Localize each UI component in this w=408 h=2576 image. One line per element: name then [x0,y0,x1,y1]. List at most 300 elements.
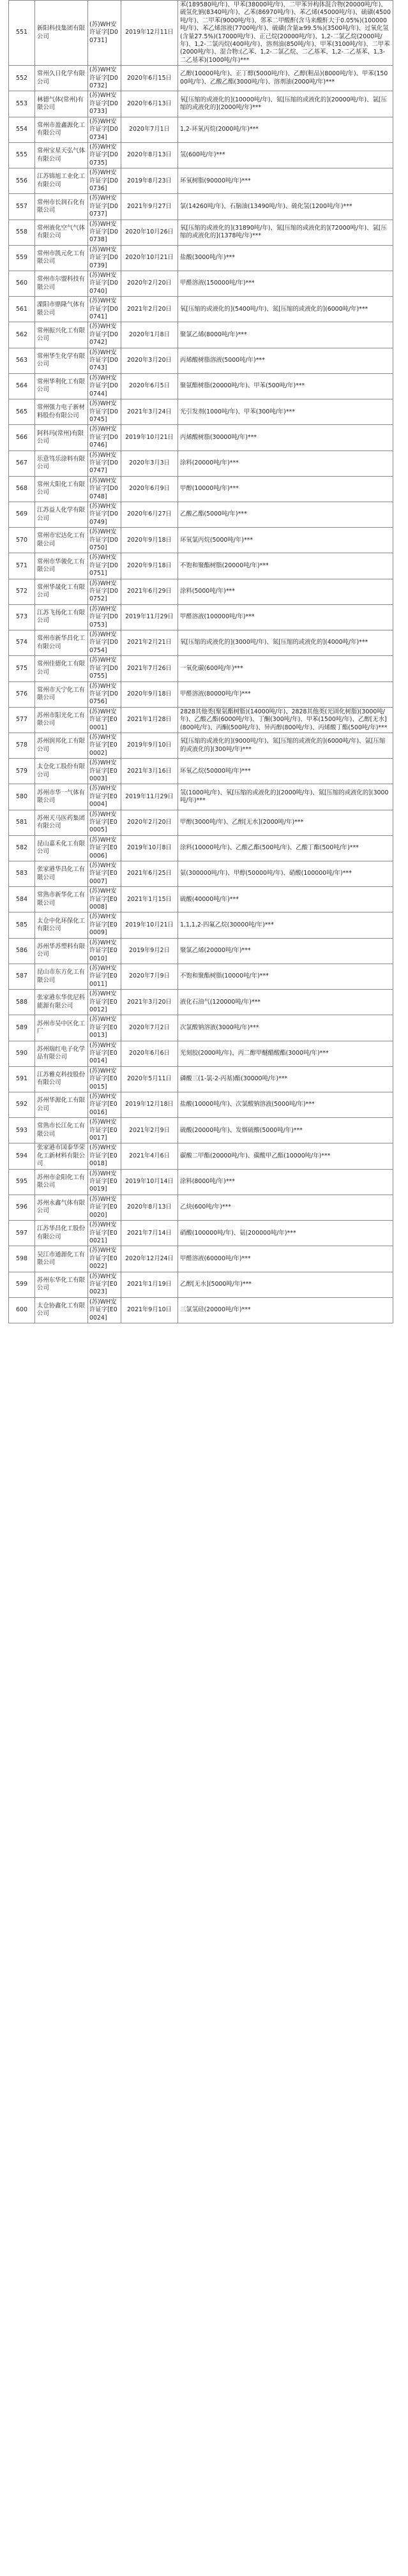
license-number: (苏)WH安许证字[D00750] [89,528,118,551]
company-name-cell [35,1143,88,1169]
issue-date-cell [121,938,178,964]
company-name: 新阳科技集团有限公司 [37,25,86,40]
company-name-cell [35,912,88,938]
permit-scope-cell [178,373,393,399]
company-name-cell [35,861,88,887]
company-name: 常州久日化学有限公司 [37,70,86,86]
company-name: 常州强力电子新材料股份有限公司 [37,404,86,419]
issue-date-cell [121,656,178,681]
issue-date: 2019年10月14日 [125,1178,174,1186]
permit-scope: 1,1,1,2-四氟乙烷(30000吨/年)*** [180,921,274,928]
issue-date: 2020年12月24日 [125,1254,174,1262]
table-row [9,425,393,450]
row-number-cell [9,861,35,887]
table-row [9,784,393,810]
company-name-cell [35,810,88,835]
license-number-cell [88,66,121,91]
license-number: (苏)WH安许证字[D00746] [89,426,118,449]
issue-date: 2020年9月18日 [127,562,172,569]
company-name: 苏州东华化工有限公司 [37,1276,86,1292]
company-name: 溧阳市鼎隆气体有限公司 [37,301,86,316]
row-number-cell [9,91,35,117]
license-number: (苏)WH安许证字[E00008] [89,888,117,911]
table-row [9,66,393,91]
company-name-cell [35,91,88,117]
row-number: 597 [16,1229,27,1237]
row-number: 600 [16,1306,27,1314]
row-number-cell [9,1246,35,1272]
license-number-cell [88,656,121,681]
permit-scope-cell [178,220,393,245]
row-number-cell [9,476,35,502]
table-row [9,707,393,733]
row-number-cell [9,835,35,861]
issue-date: 2021年1月15日 [127,895,172,903]
company-name-cell [35,373,88,399]
permit-scope: 氢(1000吨/年)、氧[压缩的或液化的](2000吨/年)、氮[压缩的或液化的](3000吨/年)*** [180,789,389,804]
issue-date-cell [121,1092,178,1118]
issue-date: 2020年10月21日 [125,254,174,262]
company-name-cell [35,784,88,810]
issue-date-cell [121,91,178,117]
license-number: (苏)WH安许证字[E00016] [89,1093,117,1116]
license-number-cell [88,194,121,220]
permit-scope-cell [178,91,393,117]
company-name: 常州液化空气气体有限公司 [37,224,86,240]
license-number: (苏)WH安许证字[D00737] [89,195,118,218]
issue-date-cell [121,528,178,553]
issue-date: 2020年9月18日 [127,536,172,544]
issue-date: 2020年6月15日 [127,74,172,82]
license-number: (苏)WH安许证字[D00734] [89,117,118,141]
company-name: 苏州市阳光化工有限公司 [37,711,86,727]
issue-date-cell [121,297,178,322]
table-row [9,553,393,579]
license-number: (苏)WH安许证字[D00756] [89,682,118,706]
issue-date: 2021年9月27日 [127,202,172,210]
permit-scope-cell [178,964,393,989]
issue-date: 2020年6月5日 [129,382,170,390]
issue-date-cell [121,245,178,271]
license-number-cell [88,912,121,938]
company-name: 常熟市长江化工有限公司 [37,1122,86,1138]
license-number: (苏)WH安许证字[D00738] [89,220,118,244]
issue-date: 2019年9月2日 [129,947,170,955]
license-number-cell [88,759,121,784]
table-row [9,656,393,681]
table-row [9,450,393,476]
license-number: (苏)WH安许证字[D00736] [89,169,118,192]
permit-scope: 盐酸(10000吨/年)、次氯酸钠溶液(5000吨/年)*** [180,1101,315,1108]
permit-scope: 氧[压缩的或液化的](10000吨/年)、氮[压缩的或液化的](20000吨/年)、氩[压缩的或液化的](2000吨/年)*** [180,96,387,112]
permit-scope: 液化石油气(120000吨/年)*** [180,998,261,1006]
permit-scope: 聚氯乙烯(20000吨/年)*** [180,947,251,955]
issue-date-cell [121,1066,178,1092]
issue-date: 2021年7月14日 [127,1229,172,1237]
issue-date-cell [121,861,178,887]
license-number: (苏)WH安许证字[D00735] [89,143,118,167]
row-number-cell [9,450,35,476]
row-number-cell [9,1041,35,1066]
permit-scope: 乙醇[无水](5000吨/年)*** [180,1280,252,1288]
row-number: 572 [16,588,27,595]
table-row [9,322,393,348]
row-number: 594 [16,1152,27,1159]
company-name: 太仓协鑫化工有限公司 [37,1302,86,1318]
permit-scope: 涂料(20000吨/年)*** [180,459,239,466]
license-number-cell [88,733,121,758]
row-number: 582 [16,844,27,852]
company-name-cell [35,835,88,861]
issue-date: 2020年7月2日 [129,1024,170,1031]
company-name: 苏州市金阳化工有限公司 [37,1173,86,1189]
permit-scope: 丙烯酸树脂(30000吨/年)*** [180,433,257,441]
permit-scope-cell [178,887,393,912]
company-name-cell [35,1066,88,1092]
table-row [9,220,393,245]
table-row [9,271,393,297]
row-number: 565 [16,408,27,415]
row-number-cell [9,579,35,604]
company-name: 太仓化工股份有限公司 [37,763,86,778]
permit-scope-cell [178,733,393,758]
issue-date-cell [121,1041,178,1066]
company-name: 常州市宏达化工有限公司 [37,532,86,547]
row-number: 573 [16,613,27,621]
issue-date: 2021年3月24日 [127,408,172,415]
issue-date-cell [121,887,178,912]
company-name: 昆山嘉禾化工有限公司 [37,840,86,856]
license-number-cell [88,91,121,117]
license-number-cell [88,553,121,579]
table-row [9,399,393,425]
company-name-cell [35,553,88,579]
issue-date: 2021年4月6日 [129,1152,170,1159]
row-number-cell [9,322,35,348]
license-number-cell [88,887,121,912]
license-number-cell [88,373,121,399]
issue-date: 2021年2月20日 [127,305,172,313]
license-number-cell [88,220,121,245]
permit-scope: 涂料(5000吨/年)*** [180,588,235,595]
company-name: 常州市天宁化工有限公司 [37,686,86,702]
company-name-cell [35,1195,88,1220]
permit-scope: 甲醛溶液(100000吨/年)*** [180,613,255,621]
issue-date-cell [121,66,178,91]
company-name: 苏州华苏塑料有限公司 [37,942,86,958]
company-name: 常州市长润石化有限公司 [37,198,86,214]
issue-date-cell [121,553,178,579]
license-number-cell [88,450,121,476]
row-number: 598 [16,1254,27,1262]
permit-scope-cell [178,271,393,297]
permit-scope-cell [178,425,393,450]
license-number: (苏)WH安许证字[D00741] [89,297,118,321]
permit-scope: 甲醛溶液(150000吨/年)*** [180,279,255,287]
issue-date-cell [121,194,178,220]
row-number: 563 [16,357,27,364]
license-number: (苏)WH安许证字[E00015] [89,1067,117,1091]
company-name-cell [35,707,88,733]
permit-scope-cell [178,707,393,733]
row-number: 585 [16,921,27,928]
company-name: 常州市尔盟科技有限公司 [37,276,86,291]
table-row [9,1195,393,1220]
company-name-cell [35,271,88,297]
license-number: (苏)WH安许证字[D00749] [89,502,118,526]
license-number: (苏)WH安许证字[D00732] [89,66,118,90]
row-number: 552 [16,74,27,82]
row-number: 587 [16,972,27,980]
row-number-cell [9,1,35,66]
permit-scope-cell [178,168,393,194]
license-number: (苏)WH安许证字[E00006] [89,836,117,860]
permit-scope-cell [178,656,393,681]
company-name: 苏州市吴中区化工厂 [37,1020,86,1035]
permit-scope: 甲醇(10000吨/年)*** [180,485,239,493]
issue-date: 2019年11月29日 [125,613,174,621]
table-row [9,759,393,784]
company-name-cell [35,1221,88,1246]
row-number-cell [9,194,35,220]
permit-scope: 环氧氯丙烷(5000吨/年)*** [180,536,253,544]
issue-date: 2019年10月21日 [125,921,174,928]
company-name-cell [35,66,88,91]
company-name-cell [35,117,88,142]
company-name: 常州大阳化工有限公司 [37,480,86,496]
license-number: (苏)WH安许证字[E00011] [89,964,117,988]
issue-date-cell [121,502,178,527]
license-number: (苏)WH安许证字[D00742] [89,323,118,346]
row-number: 571 [16,562,27,569]
row-number: 558 [16,228,27,235]
row-number: 560 [16,279,27,287]
company-name: 苏州市华一气体有限公司 [37,789,86,804]
permit-scope-cell [178,912,393,938]
company-name-cell [35,1092,88,1118]
permit-scope: 次氯酸钠溶液(3000吨/年)*** [180,1024,259,1031]
license-number-cell [88,1143,121,1169]
issue-date: 2021年6月29日 [127,588,172,595]
company-name: 江苏雅克科技股份有限公司 [37,1071,86,1087]
company-name-cell [35,322,88,348]
row-number-cell [9,1066,35,1092]
table-row [9,681,393,707]
company-name-cell [35,681,88,707]
permit-scope-cell [178,1,393,66]
issue-date: 2021年3月20日 [127,998,172,1006]
table-row [9,912,393,938]
company-name: 江苏益人化学有限公司 [37,507,86,522]
permit-scope: 丙烯酸树脂溶液(5000吨/年)*** [180,357,265,364]
issue-date: 2019年12月11日 [125,29,174,36]
row-number: 589 [16,1024,27,1031]
license-number-cell [88,528,121,553]
license-number: (苏)WH安许证字[D00731] [89,21,118,44]
license-number-cell [88,348,121,373]
row-number-cell [9,707,35,733]
issue-date: 2021年2月9日 [129,1126,170,1134]
row-number-cell [9,887,35,912]
permit-scope-cell [178,1066,393,1092]
permit-scope-cell [178,1015,393,1041]
company-name-cell [35,1297,88,1323]
company-name-cell [35,528,88,553]
permit-scope-cell [178,1221,393,1246]
row-number: 592 [16,1101,27,1108]
permit-scope-cell [178,450,393,476]
license-number-cell [88,579,121,604]
issue-date: 2020年5月11日 [127,1075,172,1083]
permit-scope: 磷酸三(1-氯-2-丙基)酯(30000吨/年)*** [180,1075,288,1083]
company-name-cell [35,1246,88,1272]
permit-scope-cell [178,1092,393,1118]
permit-scope-cell [178,399,393,425]
issue-date-cell [121,1246,178,1272]
license-number-cell [88,1169,121,1195]
company-name-cell [35,245,88,271]
permit-scope-cell [178,142,393,168]
issue-date-cell [121,425,178,450]
issue-date: 2019年12月18日 [125,1101,174,1108]
permit-scope: 不饱和聚酯树脂(10000吨/年)*** [180,972,269,980]
license-number-cell [88,425,121,450]
issue-date-cell [121,964,178,989]
issue-date-cell [121,168,178,194]
license-number-cell [88,399,121,425]
row-number-cell [9,1169,35,1195]
row-number-cell [9,245,35,271]
company-name: 阿科玛(常州)有限公司 [37,429,84,445]
company-name: 常熟市新华化工有限公司 [37,891,86,907]
issue-date-cell [121,142,178,168]
row-number-cell [9,990,35,1015]
permit-scope-cell [178,553,393,579]
row-number: 583 [16,870,27,877]
license-number-cell [88,1015,121,1041]
issue-date: 2020年2月20日 [127,279,172,287]
permit-scope: 氧[压缩的或液化的](31890吨/年)、氮[压缩的或液化的](72000吨/年)、氩[压缩的或液化的](1378吨/年)*** [180,224,387,240]
row-number-cell [9,348,35,373]
company-name: 张家港东华优尼科能源有限公司 [37,994,86,1009]
license-number: (苏)WH安许证字[E00009] [89,913,117,937]
row-number-cell [9,1092,35,1118]
permit-scope: 甲醇(3000吨/年)、乙醇[无水](2000吨/年)*** [180,819,304,826]
issue-date: 2021年1月19日 [127,1280,172,1288]
issue-date: 2020年3月20日 [127,357,172,364]
permit-scope-cell [178,1169,393,1195]
company-name-cell [35,630,88,656]
license-number: (苏)WH安许证字[E00003] [89,759,117,782]
company-name: 常州市凯元化工有限公司 [37,249,86,265]
permit-scope-cell [178,681,393,707]
permit-scope-cell [178,1272,393,1297]
company-name: 张家港市国泰华荣化工新材料有限公司 [37,1144,86,1168]
issue-date-cell [121,630,178,656]
license-number-cell [88,1118,121,1143]
license-number-cell [88,142,121,168]
row-number: 564 [16,382,27,390]
license-number: (苏)WH安许证字[E00023] [89,1272,117,1296]
issue-date: 2019年8月23日 [127,177,172,184]
row-number: 551 [16,29,27,36]
issue-date-cell [121,835,178,861]
row-number-cell [9,681,35,707]
company-name: 昆山市东方化工有限公司 [37,969,86,984]
row-number-cell [9,117,35,142]
license-number: (苏)WH安许证字[E00012] [89,990,117,1013]
permit-scope-cell [178,1246,393,1272]
table-row [9,194,393,220]
row-number: 599 [16,1280,27,1288]
table-row [9,1066,393,1092]
license-number: (苏)WH安许证字[E00002] [89,733,117,757]
permit-scope: 碳酸二甲酯(20000吨/年)、碳酸甲乙酯(10000吨/年)*** [180,1152,331,1159]
license-number-cell [88,168,121,194]
permit-scope-cell [178,938,393,964]
row-number-cell [9,938,35,964]
row-number-cell [9,502,35,527]
issue-date-cell [121,271,178,297]
table-row [9,938,393,964]
table-row [9,1221,393,1246]
company-name-cell [35,1041,88,1066]
row-number-cell [9,528,35,553]
issue-date-cell [121,1221,178,1246]
issue-date-cell [121,117,178,142]
company-name: 常州市盈鑫源化工有限公司 [37,121,86,137]
license-number: (苏)WH安许证字[E00017] [89,1119,117,1142]
row-number: 570 [16,536,27,544]
permit-scope-cell [178,784,393,810]
license-number-cell [88,861,121,887]
row-number: 562 [16,331,27,338]
issue-date: 2020年7月9日 [129,972,170,980]
license-number: (苏)WH安许证字[E00020] [89,1195,117,1219]
table-row [9,733,393,758]
permit-scope-cell [178,476,393,502]
issue-date-cell [121,1143,178,1169]
license-number: (苏)WH安许证字[D00753] [89,605,118,629]
license-number: (苏)WH安许证字[E00014] [89,1041,117,1065]
row-number: 596 [16,1203,27,1211]
table-row [9,604,393,630]
table-row [9,1118,393,1143]
license-number: (苏)WH安许证字[E00019] [89,1170,117,1193]
permit-scope-cell [178,604,393,630]
company-name-cell [35,938,88,964]
row-number: 555 [16,151,27,159]
permit-scope: 硫酸(40000吨/年)*** [180,895,239,903]
license-number-cell [88,784,121,810]
license-number: (苏)WH安许证字[E00022] [89,1247,117,1270]
row-number-cell [9,399,35,425]
permit-scope: 氯(14260吨/年)、石脑油(13490吨/年)、硫化氢(1200吨/年)*** [180,202,352,210]
issue-date: 2020年8月13日 [127,1203,172,1211]
license-number: (苏)WH安许证字[D00755] [89,657,118,680]
permit-scope: 乙醇(10000吨/年)、正丁醇(5000吨/年)、乙醇(粗品)(8000吨/年)、甲苯(15000吨/年)、乙酸乙酯(3000吨/年)、溶剂油(2000吨/年)*** [180,70,388,86]
table-row [9,1272,393,1297]
permit-scope-cell [178,1297,393,1323]
permit-scope-cell [178,322,393,348]
issue-date: 2020年6月27日 [127,510,172,518]
row-number-cell [9,1118,35,1143]
issue-date-cell [121,990,178,1015]
row-number-cell [9,168,35,194]
permit-scope: 氢(600吨/年)*** [180,151,225,159]
issue-date: 2021年7月26日 [127,664,172,672]
row-number-cell [9,142,35,168]
